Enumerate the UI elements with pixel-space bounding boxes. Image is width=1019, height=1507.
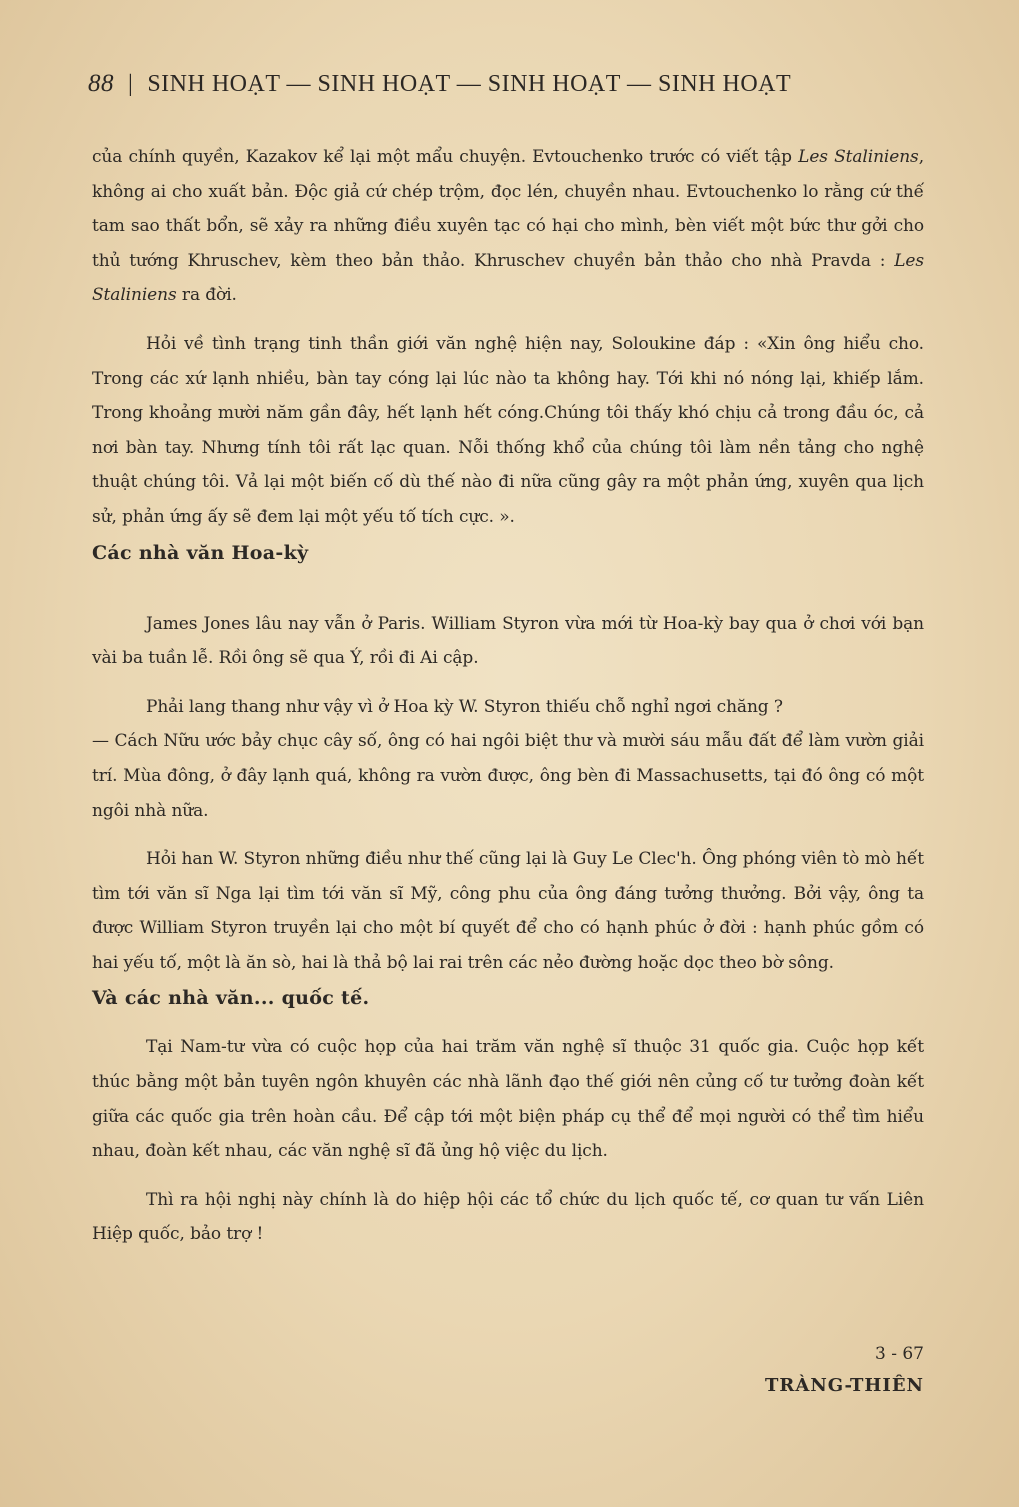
signature-date: 3 - 67 — [875, 1344, 924, 1364]
running-header — [88, 70, 918, 98]
running-title: SINH HOẠT — SINH HOẠT — SINH HOẠT — SINH HOẠT — [147, 71, 792, 97]
paragraph-1-text-b: , không ai cho xuất bản. Độc giả cứ chép trộm, đọc lén, chuyền nhau. Evtouchenko lo rằng cứ thế tam sao thất bổn, sẽ xảy ra những điều xuyên tạc có hại cho mình, bèn viết một bức thư gởi cho thủ tướng Khruschev, kèm theo bản thảo. Khruschev chuyền bản thảo cho nhà Pravda : — [92, 147, 924, 271]
paragraph-1 — [92, 140, 924, 313]
paragraph-4: Phải lang thang như vậy vì ở Hoa kỳ W. Styron thiếu chỗ nghỉ ngơi chăng ? — [146, 696, 783, 717]
paragraph-6: Hỏi han W. Styron những điều như thế cũng lại là Guy Le Clec'h. Ông phóng viên tò mò hết tìm tới văn sĩ Nga lại tìm tới văn sĩ Mỹ, công phu của ông đáng tưởng thưởng. Bởi vậy, ông ta được William Styron truyền lại cho một bí quyết để cho có hạnh phúc ở đời : hạnh phúc gồm có hai yếu tố, một là ăn sò, hai là thả bộ lai rai trên các nẻo đường hoặc dọc theo bờ sông. — [92, 849, 924, 973]
section-heading-international-writers: Và các nhà văn... quốc tế. — [92, 987, 370, 1010]
paragraph-1-text-a: của chính quyền, Kazakov kể lại một mẩu chuyện. Evtouchenko trước có viết tập — [92, 147, 799, 167]
paragraph-5: — Cách Nữu ước bảy chục cây số, ông có hai ngôi biệt thư và mười sáu mẫu đất để làm vườn giải trí. Mùa đông, ở đây lạnh quá, không ra vườn được, ông bèn đi Massachusetts, tại đó ông có một ngôi nhà nữa. — [92, 731, 924, 821]
paragraph-3: James Jones lâu nay vẫn ở Paris. William Styron vừa mới từ Hoa-kỳ bay qua ở chơi với bạn vài ba tuần lễ. Rồi ông sẽ qua Ý, rồi đi Ai cập. — [92, 613, 924, 669]
paragraph-8: Thì ra hội nghị này chính là do hiệp hội các tổ chức du lịch quốc tế, cơ quan tư vấn Liên Hiệp quốc, bảo trợ ! — [92, 1189, 924, 1245]
book-title: Les Staliniens — [798, 147, 919, 167]
paragraph-7: Tại Nam-tư vừa có cuộc họp của hai trăm văn nghệ sĩ thuộc 31 quốc gia. Cuộc họp kết thúc bằng một bản tuyên ngôn khuyên các nhà lãnh đạo thế giới nên củng cố tư tưởng đoàn kết giữa các quốc gia trên hoàn cầu. Để cập tới một biện pháp cụ thể để mọi người có thể tìm hiểu nhau, đoàn kết nhau, các văn nghệ sĩ đã ủng hộ việc du lịch. — [92, 1037, 924, 1162]
signature-block — [765, 1338, 924, 1402]
section-heading-american-writers: Các nhà văn Hoa-kỳ — [92, 541, 309, 564]
article-body — [92, 140, 924, 1252]
paragraph-1-text-c: ra đời. — [176, 285, 237, 306]
page-number: 88 — [88, 70, 114, 97]
book-title: Les Staliniens — [92, 250, 924, 306]
signature-author: TRÀNG-THIÊN — [765, 1375, 924, 1396]
paragraph-2: Hỏi về tình trạng tinh thần giới văn nghệ hiện nay, Soloukine đáp : «Xin ông hiểu cho. Trong các xứ lạnh nhiều, bàn tay cóng lại lúc nào ta không hay. Tới khi nó nóng lại, khiếp lắm. Trong khoảng mười năm gần đây, hết lạnh hết cóng.Chúng tôi thấy khó chịu cả trong đầu óc, cả nơi bàn tay. Nhưng tính tôi rất lạc quan. Nỗi thống khổ của chúng tôi làm nền tảng cho nghệ thuật chúng tôi. Vả lại một biến cố dù thế nào đi nữa cũng gây ra một phản ứng, xuyên qua lịch sử, phản ứng ấy sẽ đem lại một yếu tố tích cực. ». — [92, 333, 924, 527]
header-separator: | — [128, 71, 134, 97]
